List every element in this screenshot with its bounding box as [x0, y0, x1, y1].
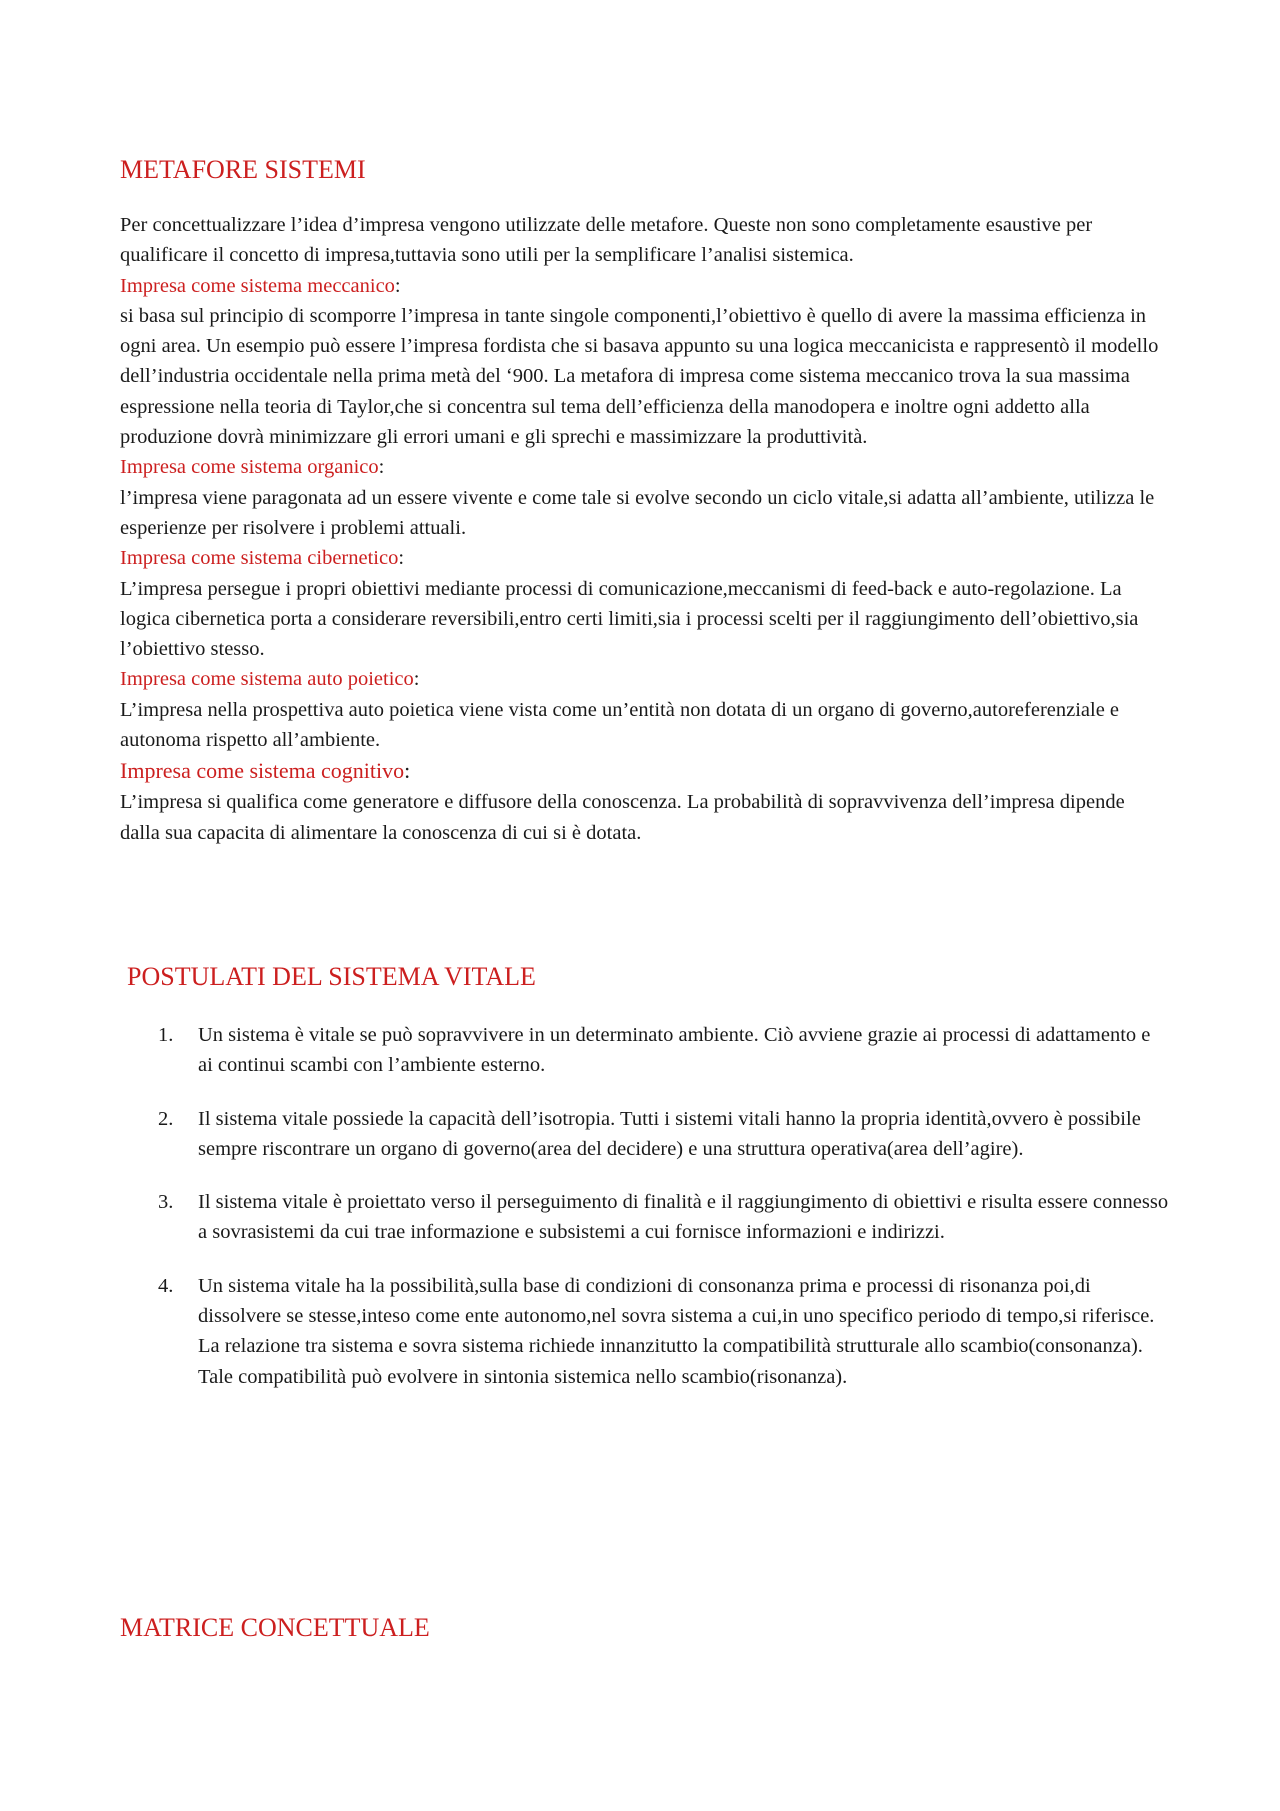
metafore-item-label: Impresa come sistema organico:: [120, 456, 385, 479]
list-item-text: Un sistema vitale ha la possibilità,sulla base di condizioni di consonanza prima e processi di risonanza poi,di dissolvere se stesse,inteso come ente autonomo,nel sovra sistema a cui,in uno specifico periodo di tempo,si riferisce. La relazione tra sistema e sovra sistema richiede innanzitutto la compatibilità strutturale allo scambio(consonanza). Tale compatibilità può evolvere in sintonia sistemica nello scambio(risonanza).: [198, 1274, 1155, 1388]
list-item: [120, 1187, 1170, 1248]
list-item-number: 4.: [158, 1274, 174, 1297]
list-item-number: 3.: [158, 1191, 174, 1214]
metafore-item-label: Impresa come sistema cognitivo:: [120, 758, 411, 784]
list-item: [120, 1020, 1170, 1081]
metafore-item-label: Impresa come sistema auto poietico:: [120, 668, 420, 691]
metafore-intro: Per concettualizzare l’idea d’impresa vengono utilizzate delle metafore. Queste non sono completamente esaustive per qualificare il concetto di impresa,tuttavia sono utili per la semplificare l’analisi sistemica.: [120, 214, 1093, 267]
section-title-postulati: POSTULATI DEL SISTEMA VITALE: [127, 962, 536, 991]
list-item-text: Il sistema vitale è proiettato verso il perseguimento di finalità e il raggiungimento di obiettivi e risulta essere connesso a sovrasistemi da cui trae informazione e subsistemi a cui fornisce informazioni e indirizzi.: [198, 1191, 1169, 1244]
metafore-item-label: Impresa come sistema meccanico:: [120, 274, 401, 297]
list-item: [120, 1271, 1170, 1392]
section-title-matrice: MATRICE CONCETTUALE: [120, 1613, 430, 1642]
section-title-metafore: METAFORE SISTEMI: [120, 155, 366, 184]
list-item: [120, 1104, 1170, 1165]
metafore-item-text: L’impresa si qualifica come generatore e diffusore della conoscenza. La probabilità di sopravvivenza dell’impresa dipende dalla sua capacita di alimentare la conoscenza di cui si è dotata.: [120, 791, 1125, 844]
list-item-text: Un sistema è vitale se può sopravvivere in un determinato ambiente. Ciò avviene grazie ai processi di adattamento e ai continui scambi con l’ambiente esterno.: [198, 1024, 1151, 1077]
metafore-section-body: [120, 210, 1160, 848]
metafore-item-text: l’impresa viene paragonata ad un essere vivente e come tale si evolve secondo un ciclo vitale,si adatta all’ambiente, utilizza le esperienze per risolvere i problemi attuali.: [120, 486, 1155, 539]
metafore-item-label: Impresa come sistema cibernetico:: [120, 547, 405, 570]
list-item-text: Il sistema vitale possiede la capacità dell’isotropia. Tutti i sistemi vitali hanno la propria identità,ovvero è possibile sempre riscontrare un organo di governo(area del decidere) e una struttura operativa(area dell’agire).: [198, 1107, 1141, 1160]
metafore-item-text: L’impresa nella prospettiva auto poietica viene vista come un’entità non dotata di un organo di governo,autoreferenziale e autonoma rispetto all’ambiente.: [120, 698, 1120, 752]
metafore-item-text: L’impresa persegue i propri obiettivi mediante processi di comunicazione,meccanismi di feed-back e auto-regolazione. La logica cibernetica porta a considerare reversibili,entro certi limiti,sia i processi scelti per il raggiungimento dell’obiettivo,sia l’obiettivo stesso.: [120, 577, 1139, 661]
list-item-number: 2.: [158, 1107, 174, 1130]
postulati-list: [120, 1020, 1170, 1415]
metafore-item-text: si basa sul principio di scomporre l’impresa in tante singole componenti,l’obiettivo è quello di avere la massima efficienza in ogni area. Un esempio può essere l’impresa fordista che si basava appunto su una logica meccanicista e rappresentò il modello dell’industria occidentale nella prima metà del ‘900. La metafora di impresa come sistema meccanico trova la sua massima espressione nella teoria di Taylor,che si concentra sul tema dell’efficienza della manodopera e inoltre ogni addetto alla produzione dovrà minimizzare gli errori umani e gli sprechi e massimizzare la produttività.: [120, 304, 1159, 449]
list-item-number: 1.: [158, 1024, 174, 1046]
